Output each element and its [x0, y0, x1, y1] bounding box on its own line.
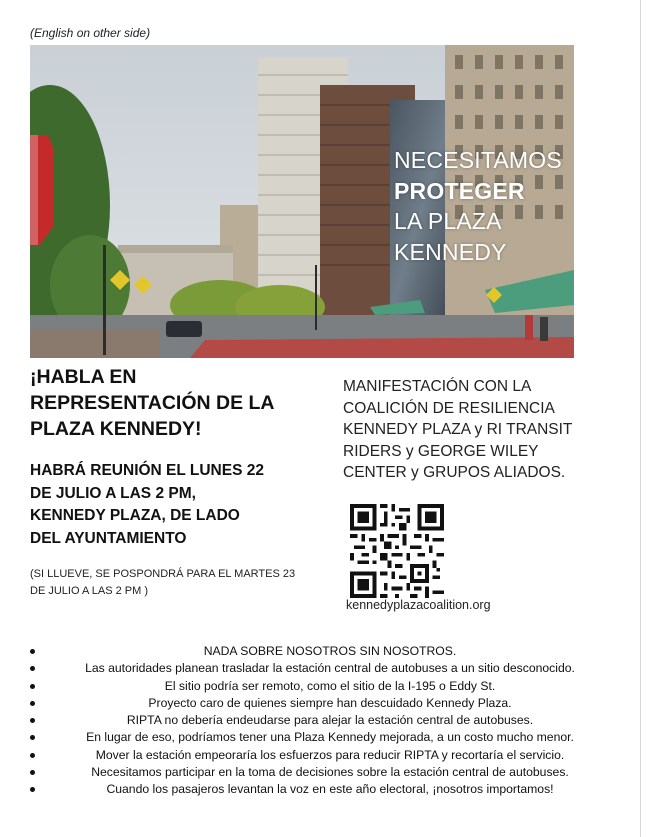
meeting-details	[30, 460, 330, 550]
bullet-icon	[30, 735, 35, 740]
rally-line-1: MANIFESTACIÓN CON LA	[343, 378, 532, 395]
headline-line-3: PLAZA KENNEDY!	[30, 418, 202, 440]
list-item: Proyecto caro de quienes siempre han descuidado Kennedy Plaza.	[30, 695, 630, 712]
list-item: Las autoridades planean trasladar la estación central de autobuses a un sitio desconocido.	[30, 660, 630, 677]
rain-line-1: (SI LLUEVE, SE POSPONDRÁ PARA EL MARTES 23	[30, 568, 296, 580]
overlay-line-3: LA PLAZA	[394, 208, 502, 234]
list-item: NADA SOBRE NOSOTROS SIN NOSOTROS.	[30, 643, 630, 660]
bullet-icon	[30, 701, 35, 706]
headline	[30, 364, 330, 442]
rain-line-2: DE JULIO A LAS 2 PM )	[30, 585, 148, 597]
qr-code[interactable]	[350, 504, 444, 598]
list-item: El sitio podría ser remoto, como el sitio de la I-195 o Eddy St.	[30, 678, 630, 695]
headline-line-1: ¡HABLA EN	[30, 366, 137, 388]
list-item: Mover la estación empeoraría los esfuerzos para reducir RIPTA y recortaría el servicio.	[30, 747, 630, 764]
list-item: Necesitamos participar en la toma de decisiones sobre la estación central de autobuses.	[30, 764, 630, 781]
list-item: RIPTA no debería endeudarse para alejar la estación central de autobuses.	[30, 712, 630, 729]
key-points-list	[30, 643, 630, 799]
meeting-line-3: KENNEDY PLAZA, DE LADO	[30, 507, 240, 524]
overlay-line-4: KENNEDY	[394, 238, 507, 265]
rally-description	[343, 376, 623, 484]
other-side-note: (English on other side)	[30, 26, 151, 40]
list-item: En lugar de eso, podríamos tener una Plaza Kennedy mejorada, a un costo mucho menor.	[30, 729, 630, 746]
bullet-icon	[30, 787, 35, 792]
rally-line-2: COALICIÓN DE RESILIENCIA	[343, 399, 555, 417]
meeting-line-4: DEL AYUNTAMIENTO	[30, 529, 187, 547]
rain-date-note	[30, 566, 330, 600]
overlay-line-1: NECESITAMOS	[394, 147, 562, 173]
meeting-line-1: HABRÁ REUNIÓN EL LUNES 22	[30, 462, 264, 479]
overlay-line-2: PROTEGER	[394, 177, 525, 204]
bullet-icon	[30, 770, 35, 775]
website-link[interactable]: kennedyplazacoalition.org	[346, 598, 491, 612]
rally-line-4: RIDERS y GEORGE WILEY	[343, 442, 539, 460]
headline-line-2: REPRESENTACIÓN DE LA	[30, 392, 275, 414]
bullet-icon	[30, 649, 35, 654]
bullet-icon	[30, 718, 35, 723]
rally-line-3: KENNEDY PLAZA y RI TRANSIT	[343, 421, 573, 438]
bullet-icon	[30, 684, 35, 689]
photo-overlay-text	[394, 145, 562, 267]
bullet-icon	[30, 753, 35, 758]
bullet-icon	[30, 666, 35, 671]
rally-line-5: CENTER y GRUPOS ALIADOS.	[343, 464, 566, 481]
list-item: Cuando los pasajeros levantan la voz en este año electoral, ¡nosotros importamos!	[30, 781, 630, 798]
meeting-line-2: DE JULIO A LAS 2 PM,	[30, 484, 196, 502]
kennedy-plaza-photo	[30, 45, 574, 358]
